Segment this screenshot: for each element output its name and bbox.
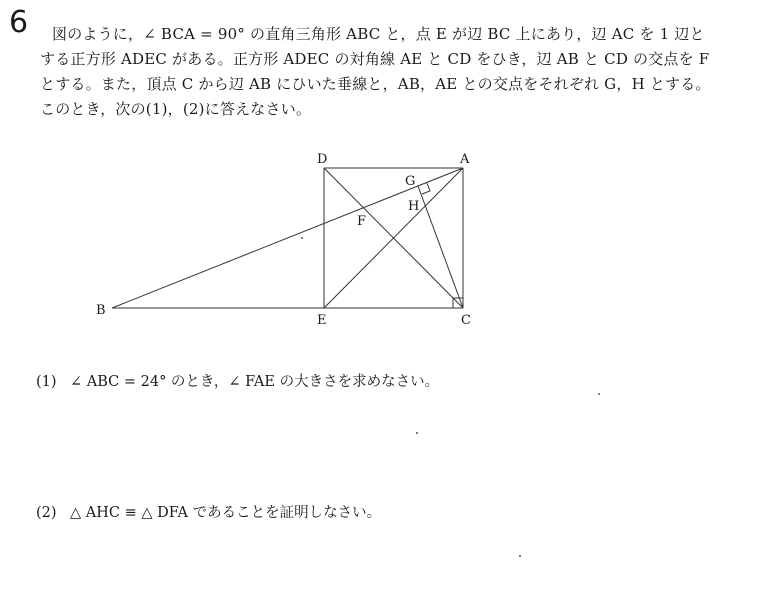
perpendicular-CG <box>418 186 463 308</box>
label-A: A <box>460 152 470 167</box>
label-F: F <box>357 214 367 229</box>
label-B: B <box>96 303 106 318</box>
label-D: D <box>317 152 328 167</box>
label-H: H <box>408 199 420 214</box>
question-line: このとき，次の(1)，(2)に答えなさい。 <box>40 100 312 118</box>
sub-question-number: (2) <box>36 505 57 521</box>
question-text <box>40 22 740 122</box>
scan-speck <box>598 393 600 395</box>
label-C: C <box>461 313 471 328</box>
question-number: 6 <box>9 5 29 40</box>
scan-speck <box>416 432 418 434</box>
sub-question-text: ∠ ABC = 24° のとき，∠ FAE の大きさを求めなさい。 <box>70 374 440 390</box>
question-line: する正方形 ADEC がある。正方形 ADEC の対角線 AE と CD をひき，辺 AB と CD の交点を F <box>40 50 710 68</box>
sub-question-text: △ AHC ≡ △ DFA であることを証明しなさい。 <box>70 505 382 521</box>
sub-question-number: (1) <box>36 374 57 390</box>
label-E: E <box>317 313 327 328</box>
sub-question-1 <box>36 370 439 391</box>
question-line: とする。また，頂点 C から辺 AB にひいた垂線と，AB，AE との交点をそれぞれ G，H とする。 <box>40 75 711 93</box>
geometry-figure <box>85 146 485 336</box>
right-angle-mark-G <box>422 183 430 194</box>
label-G: G <box>405 174 416 189</box>
scan-speck <box>519 555 521 557</box>
segment-AB <box>112 168 463 308</box>
question-line: 図のように，∠ BCA = 90° の直角三角形 ABC と，点 E が辺 BC 上にあり，辺 AC を 1 辺と <box>52 25 705 43</box>
sub-question-2 <box>36 501 381 522</box>
scan-speck <box>301 237 303 239</box>
